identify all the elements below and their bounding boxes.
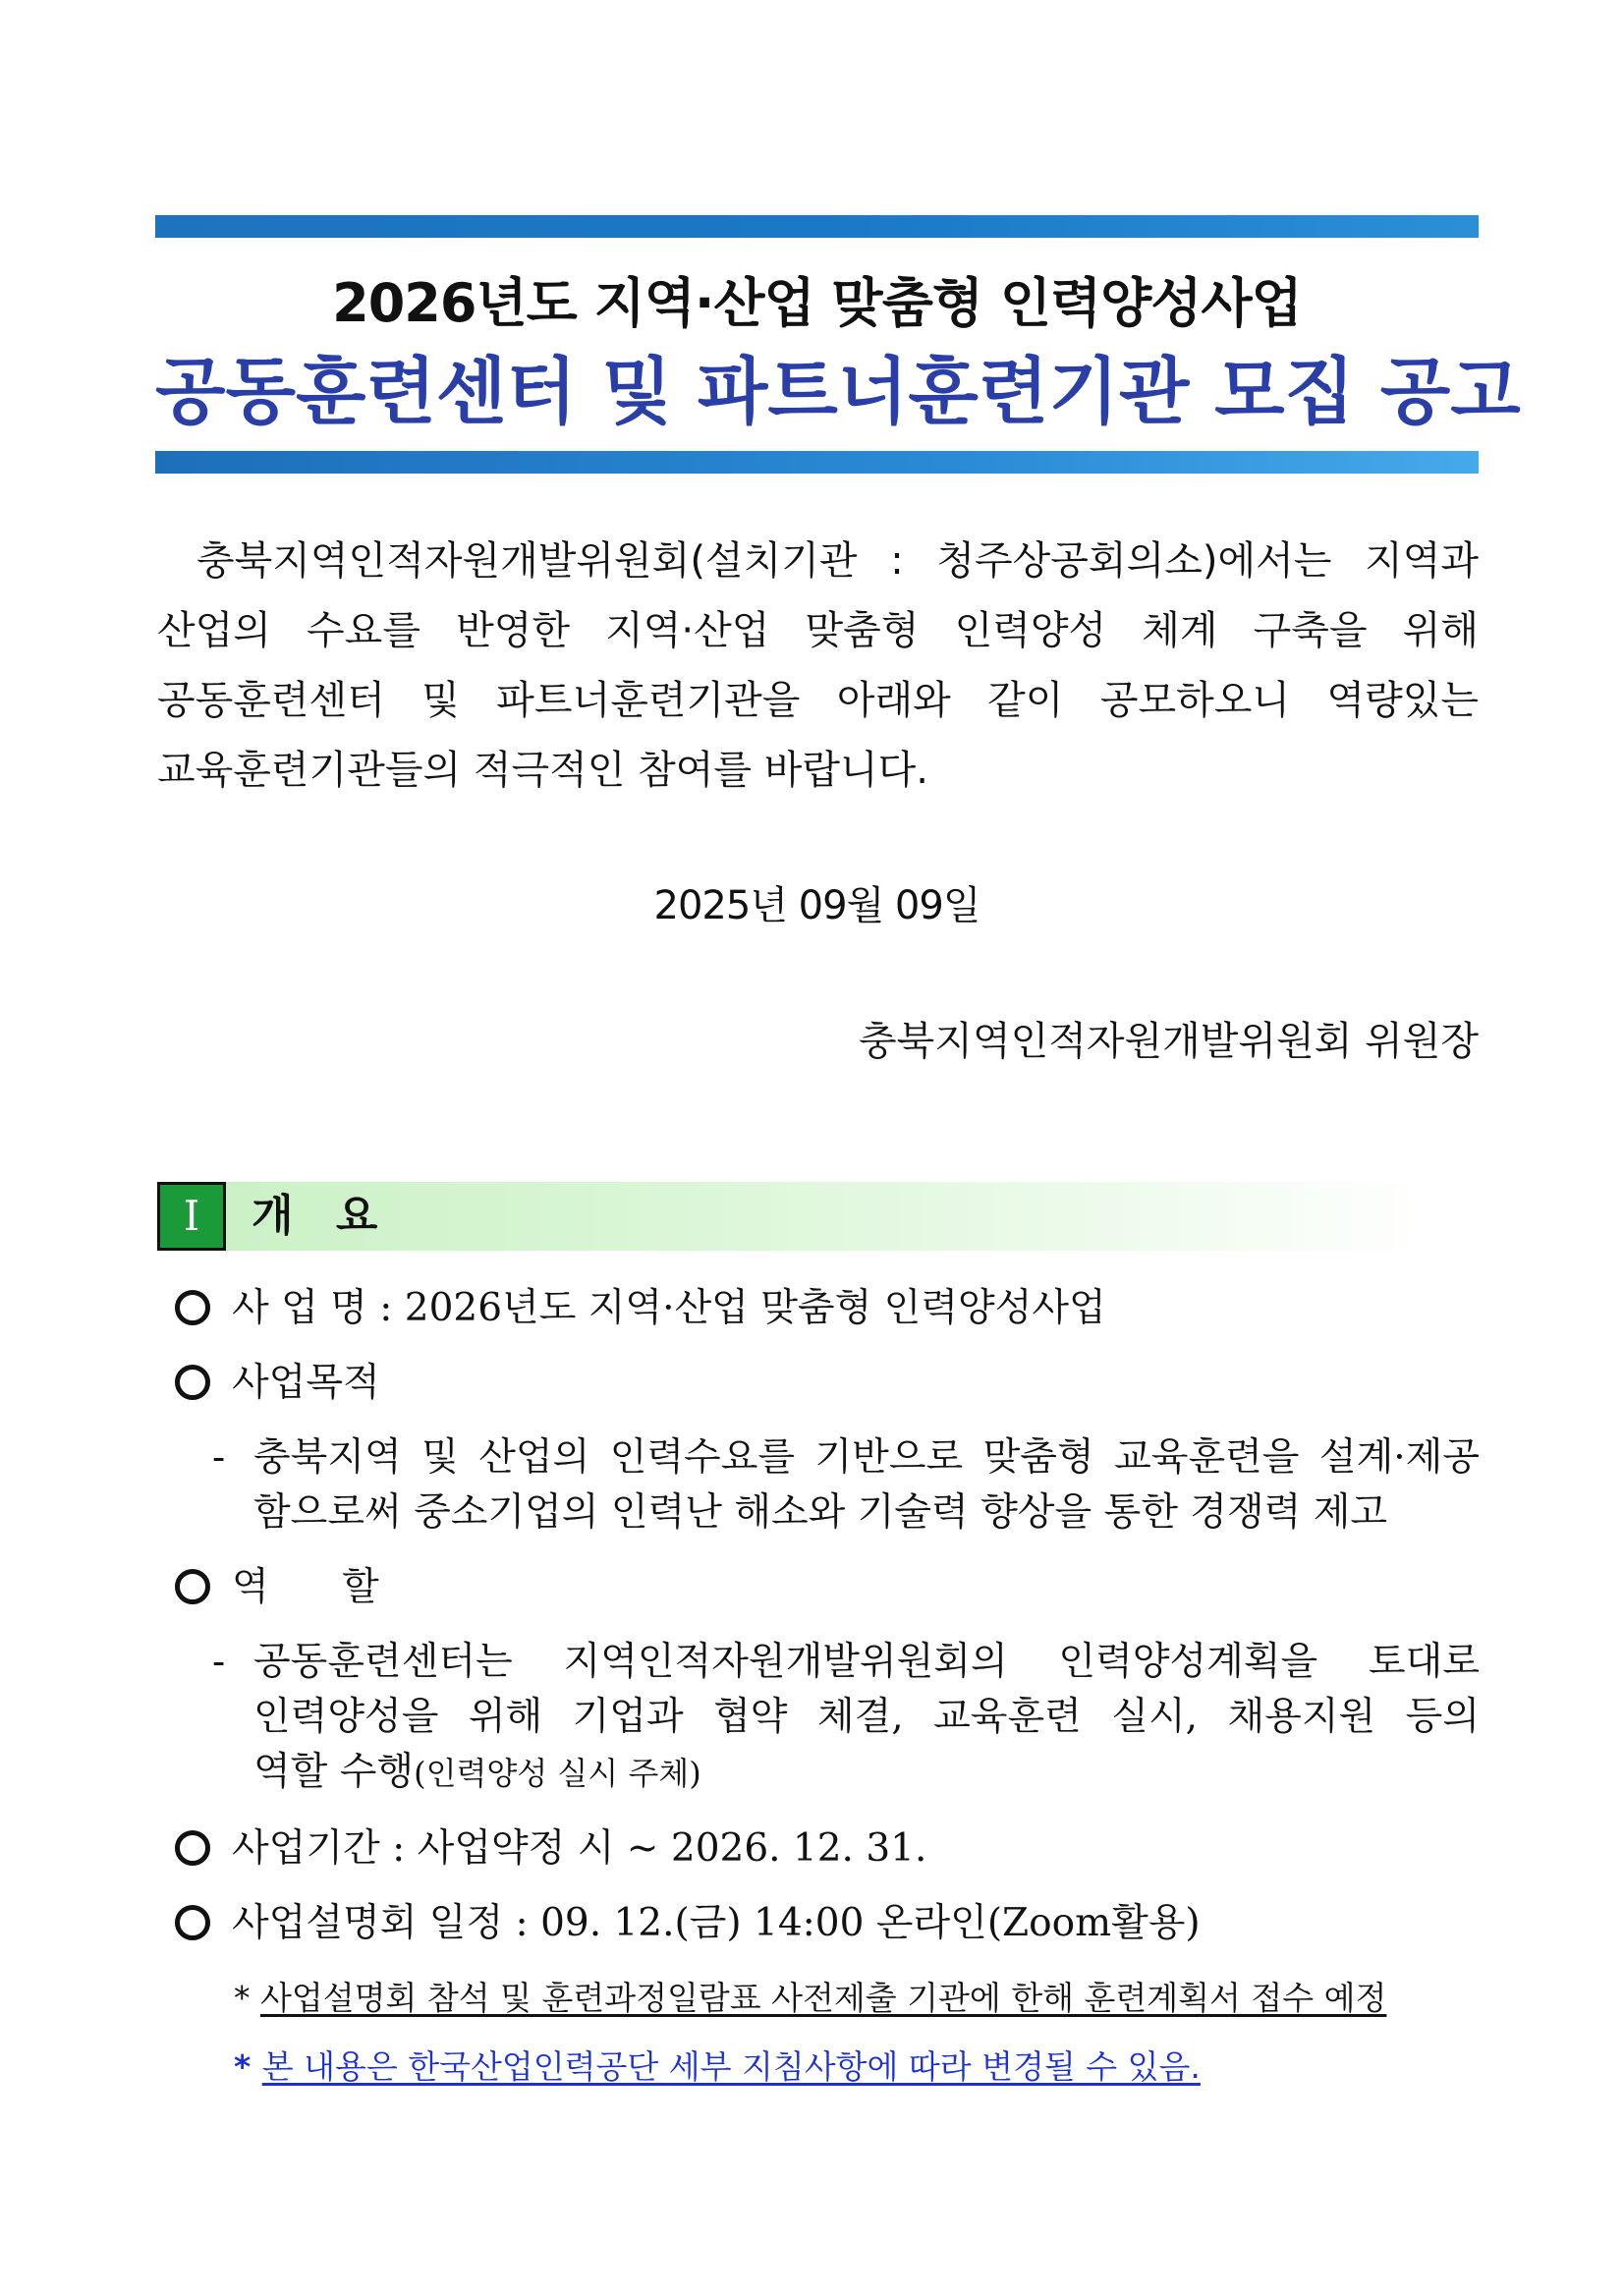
purpose-text: 충북지역 및 산업의 인력수요를 기반으로 맞춤형 교육훈련을 설계·제공: [253, 1435, 1480, 1480]
item-project-name: [175, 1277, 1106, 1332]
item-label: 역 할: [232, 1565, 379, 1609]
intro-line: 충북지역인적자원개발위원회(설치기관 : 청주상공회의소)에서는 지역과: [196, 538, 1479, 584]
role-line-cont: 인력양성을 위해 기업과 협약 체결, 교육훈련 실시, 채용지원 등의: [253, 1695, 1480, 1739]
section-number: I: [157, 1182, 226, 1251]
circle-bullet-icon: [175, 1365, 210, 1400]
item-separator: :: [366, 1286, 405, 1330]
purpose-line: [212, 1427, 1480, 1482]
item-separator: :: [503, 1901, 541, 1945]
role-text: 공동훈련센터는 지역인적자원개발위원회의 인력양성계획을 토대로: [253, 1640, 1480, 1684]
item-label: 사업설명회 일정: [232, 1901, 504, 1945]
item-role: [175, 1556, 379, 1611]
title-bottom-band: [155, 451, 1479, 474]
role-line: [212, 1631, 1480, 1686]
note-registration: [234, 1973, 1386, 2019]
note-text: 본 내용은 한국산업인력공단 세부 지침사항에 따라 변경될 수 있음.: [261, 2047, 1201, 2086]
note-text: 사업설명회 참석 및 훈련과정일람표 사전제출 기관에 한해 훈련계획서 접수 예정: [260, 1979, 1387, 2017]
item-separator: :: [379, 1826, 418, 1871]
intro-paragraph: [157, 527, 1479, 806]
title-top-band: [155, 215, 1479, 238]
circle-bullet-icon: [175, 1569, 210, 1604]
announcement-date: 2025년 09월 09일: [653, 883, 980, 928]
signer: 충북지역인적자원개발위원회 위원장: [859, 1019, 1479, 1064]
asterisk-icon: *: [234, 1979, 260, 2017]
item-label: 사업기간: [232, 1826, 380, 1871]
item-purpose: [175, 1352, 380, 1407]
dash-icon: -: [212, 1640, 226, 1684]
intro-line: 공동훈련센터 및 파트너훈련기관을 아래와 같이 공모하오니 역량있는: [157, 678, 1479, 723]
role-text-small: (인력양성 실시 주체): [414, 1755, 701, 1792]
role-line-cont: [253, 1741, 1480, 1796]
circle-bullet-icon: [175, 1905, 210, 1940]
role-text: 역할 수행: [253, 1750, 415, 1794]
item-value: 사업약정 시 ~ 2026. 12. 31.: [417, 1826, 927, 1871]
document-title: 공동훈련센터 및 파트너훈련기관 모집 공고: [155, 350, 1521, 434]
item-value: 2026년도 지역·산업 맞춤형 인력양성사업: [404, 1286, 1106, 1330]
intro-line: 교육훈련기관들의 적극적인 참여를 바랍니다.: [157, 748, 929, 793]
item-label: 사업목적: [232, 1361, 380, 1405]
intro-line: 산업의 수요를 반영한 지역·산업 맞춤형 인력양성 체계 구축을 위해: [157, 608, 1479, 653]
item-label: 사 업 명: [232, 1286, 367, 1330]
purpose-line-cont: 함으로써 중소기업의 인력난 해소와 기술력 향상을 통한 경쟁력 제고: [253, 1490, 1388, 1535]
document-subtitle: 2026년도 지역·산업 맞춤형 인력양성사업: [332, 272, 1302, 334]
dash-icon: -: [212, 1435, 226, 1480]
asterisk-icon: *: [234, 2047, 262, 2086]
section-header: [157, 1182, 1434, 1251]
section-title: 개 요: [252, 1191, 392, 1241]
item-briefing: [175, 1892, 1201, 1947]
item-value: 09. 12.(금) 14:00 온라인(Zoom활용): [540, 1901, 1201, 1945]
note-change-notice: [234, 2042, 1201, 2088]
circle-bullet-icon: [175, 1830, 210, 1866]
item-period: [175, 1818, 926, 1873]
circle-bullet-icon: [175, 1290, 210, 1325]
